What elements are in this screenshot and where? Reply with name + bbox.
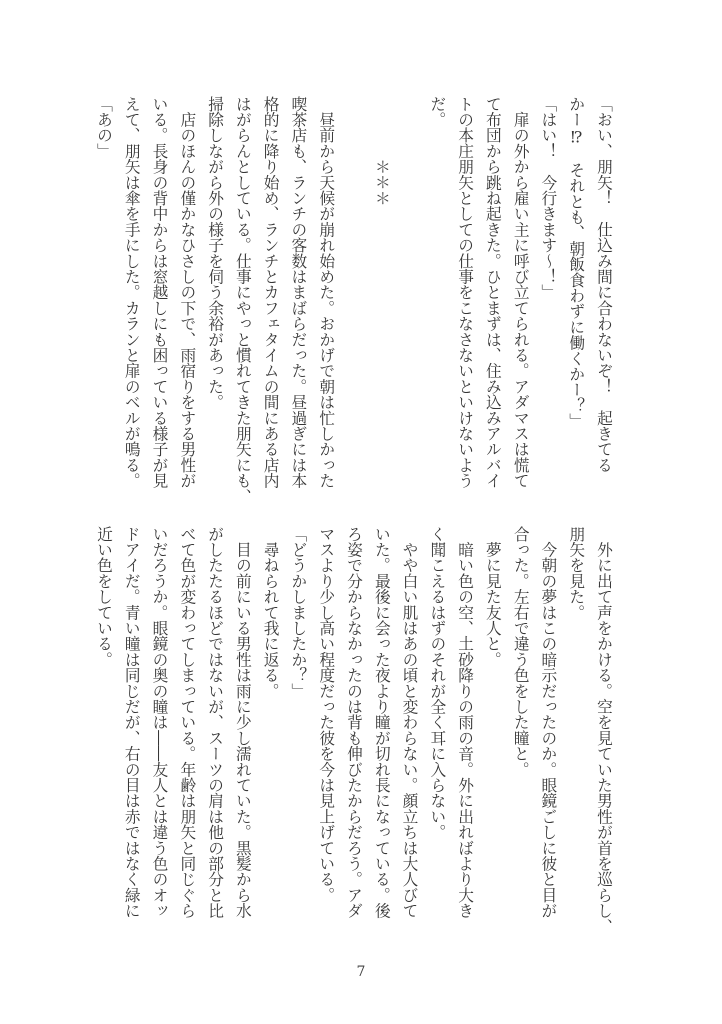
- lower-text-column: 今朝の夢はこの暗示だったのか。眼鏡ごしに彼と目が: [539, 526, 559, 919]
- upper-text-column: 掃除しながら外の様子を伺う余裕があった。: [206, 96, 226, 410]
- upper-text-column: かー⁉ それとも、朝飯食わずに働くかー？」: [567, 96, 587, 429]
- lower-text-column: 暗い色の空、土砂降りの雨の音。外に出ればより大き: [456, 526, 476, 919]
- lower-text-column: 尋ねられて我に返る。: [261, 526, 281, 699]
- lower-text-column: がしたたるほどではないが、スーツの肩は他の部分と比: [206, 526, 226, 919]
- lower-text-column: 近い色をしている。: [95, 526, 114, 668]
- lower-text-column: ドアイだ。青い瞳は同じだが、右の目は赤ではなく緑に: [122, 526, 142, 919]
- lower-text-column: く聞こえるはずのそれが全く耳に入らない。: [428, 526, 448, 840]
- lower-text-column: いだろうか。眼鏡の奥の瞳は――友人とは違う色のオッ: [150, 526, 170, 919]
- lower-text-column: 「どうかしましたか？」: [289, 526, 309, 699]
- blank-line: [340, 96, 368, 496]
- upper-text-column: トの本庄朋矢としての仕事をこなさないといけないよう: [456, 96, 476, 489]
- lower-text-column: 朋矢を見た。: [567, 526, 587, 621]
- upper-text-column: 「おい、朋矢！ 仕込み間に合わないぞ！ 起きてる: [595, 96, 614, 473]
- lower-text-column: いた。最後に会った夜より瞳が切れ長になっている。後: [372, 526, 392, 919]
- upper-text-column: 「はい！ 今行きます〜！」: [539, 96, 559, 301]
- upper-text-column: はがらんとしている。仕事にやっと慣れてきた朋矢にも、: [233, 96, 253, 505]
- upper-text-column: いる。長身の背中からは窓越しにも困っている様子が見: [150, 96, 170, 489]
- lower-text-column: 目の前にいる男性は雨に少し濡れていた。黒髪から水: [233, 526, 253, 919]
- lower-text-column: やや白い肌はあの頃と変わらない。顔立ちは大人びて: [400, 526, 420, 919]
- upper-text-column: 扉の外から雇い主に呼び立てられる。アダマスは慌て: [511, 96, 531, 489]
- blank-line: [396, 96, 424, 496]
- scene-break-asterisks: ＊＊＊: [372, 96, 392, 206]
- upper-text-column: 昼前から天候が崩れ始めた。おかげで朝は忙しかった: [317, 96, 337, 489]
- lower-text-column: 夢に見た友人と。: [483, 526, 503, 668]
- lower-text-column: マスより少し高い程度だった彼を今は見上げている。: [317, 526, 337, 903]
- upper-text-column: 喫茶店も、ランチの客数はまばらだった。昼過ぎには本: [289, 96, 309, 489]
- lower-text-column: べて色が変わってしまっている。年齢は朋矢と同じぐら: [178, 526, 198, 919]
- upper-text-block: [0, 96, 722, 505]
- lower-text-column: 合った。左右で違う色をした瞳と。: [511, 526, 531, 778]
- lower-text-block: [0, 526, 722, 935]
- page-number: 7: [356, 964, 366, 980]
- upper-text-column: えて、朋矢は傘を手にした。カランと扉のベルが鳴る。: [122, 96, 142, 489]
- upper-text-column: 店のほんの僅かなひさしの下で、雨宿りをする男性が: [178, 96, 198, 489]
- lower-text-column: 外に出て声をかける。空を見ていた男性が首を巡らし、: [595, 526, 614, 935]
- upper-text-column: だ。: [428, 96, 448, 128]
- upper-text-column: 「あの」: [95, 96, 114, 159]
- upper-text-column: 格的に降り始め、ランチとカフェタイムの間にある店内: [261, 96, 281, 489]
- lower-text-column: ろ姿で分からなかったのは背も伸びたからだろう。アダ: [345, 526, 364, 919]
- upper-text-column: て布団から跳ね起きた。ひとまずは、住み込みアルバイ: [483, 96, 503, 489]
